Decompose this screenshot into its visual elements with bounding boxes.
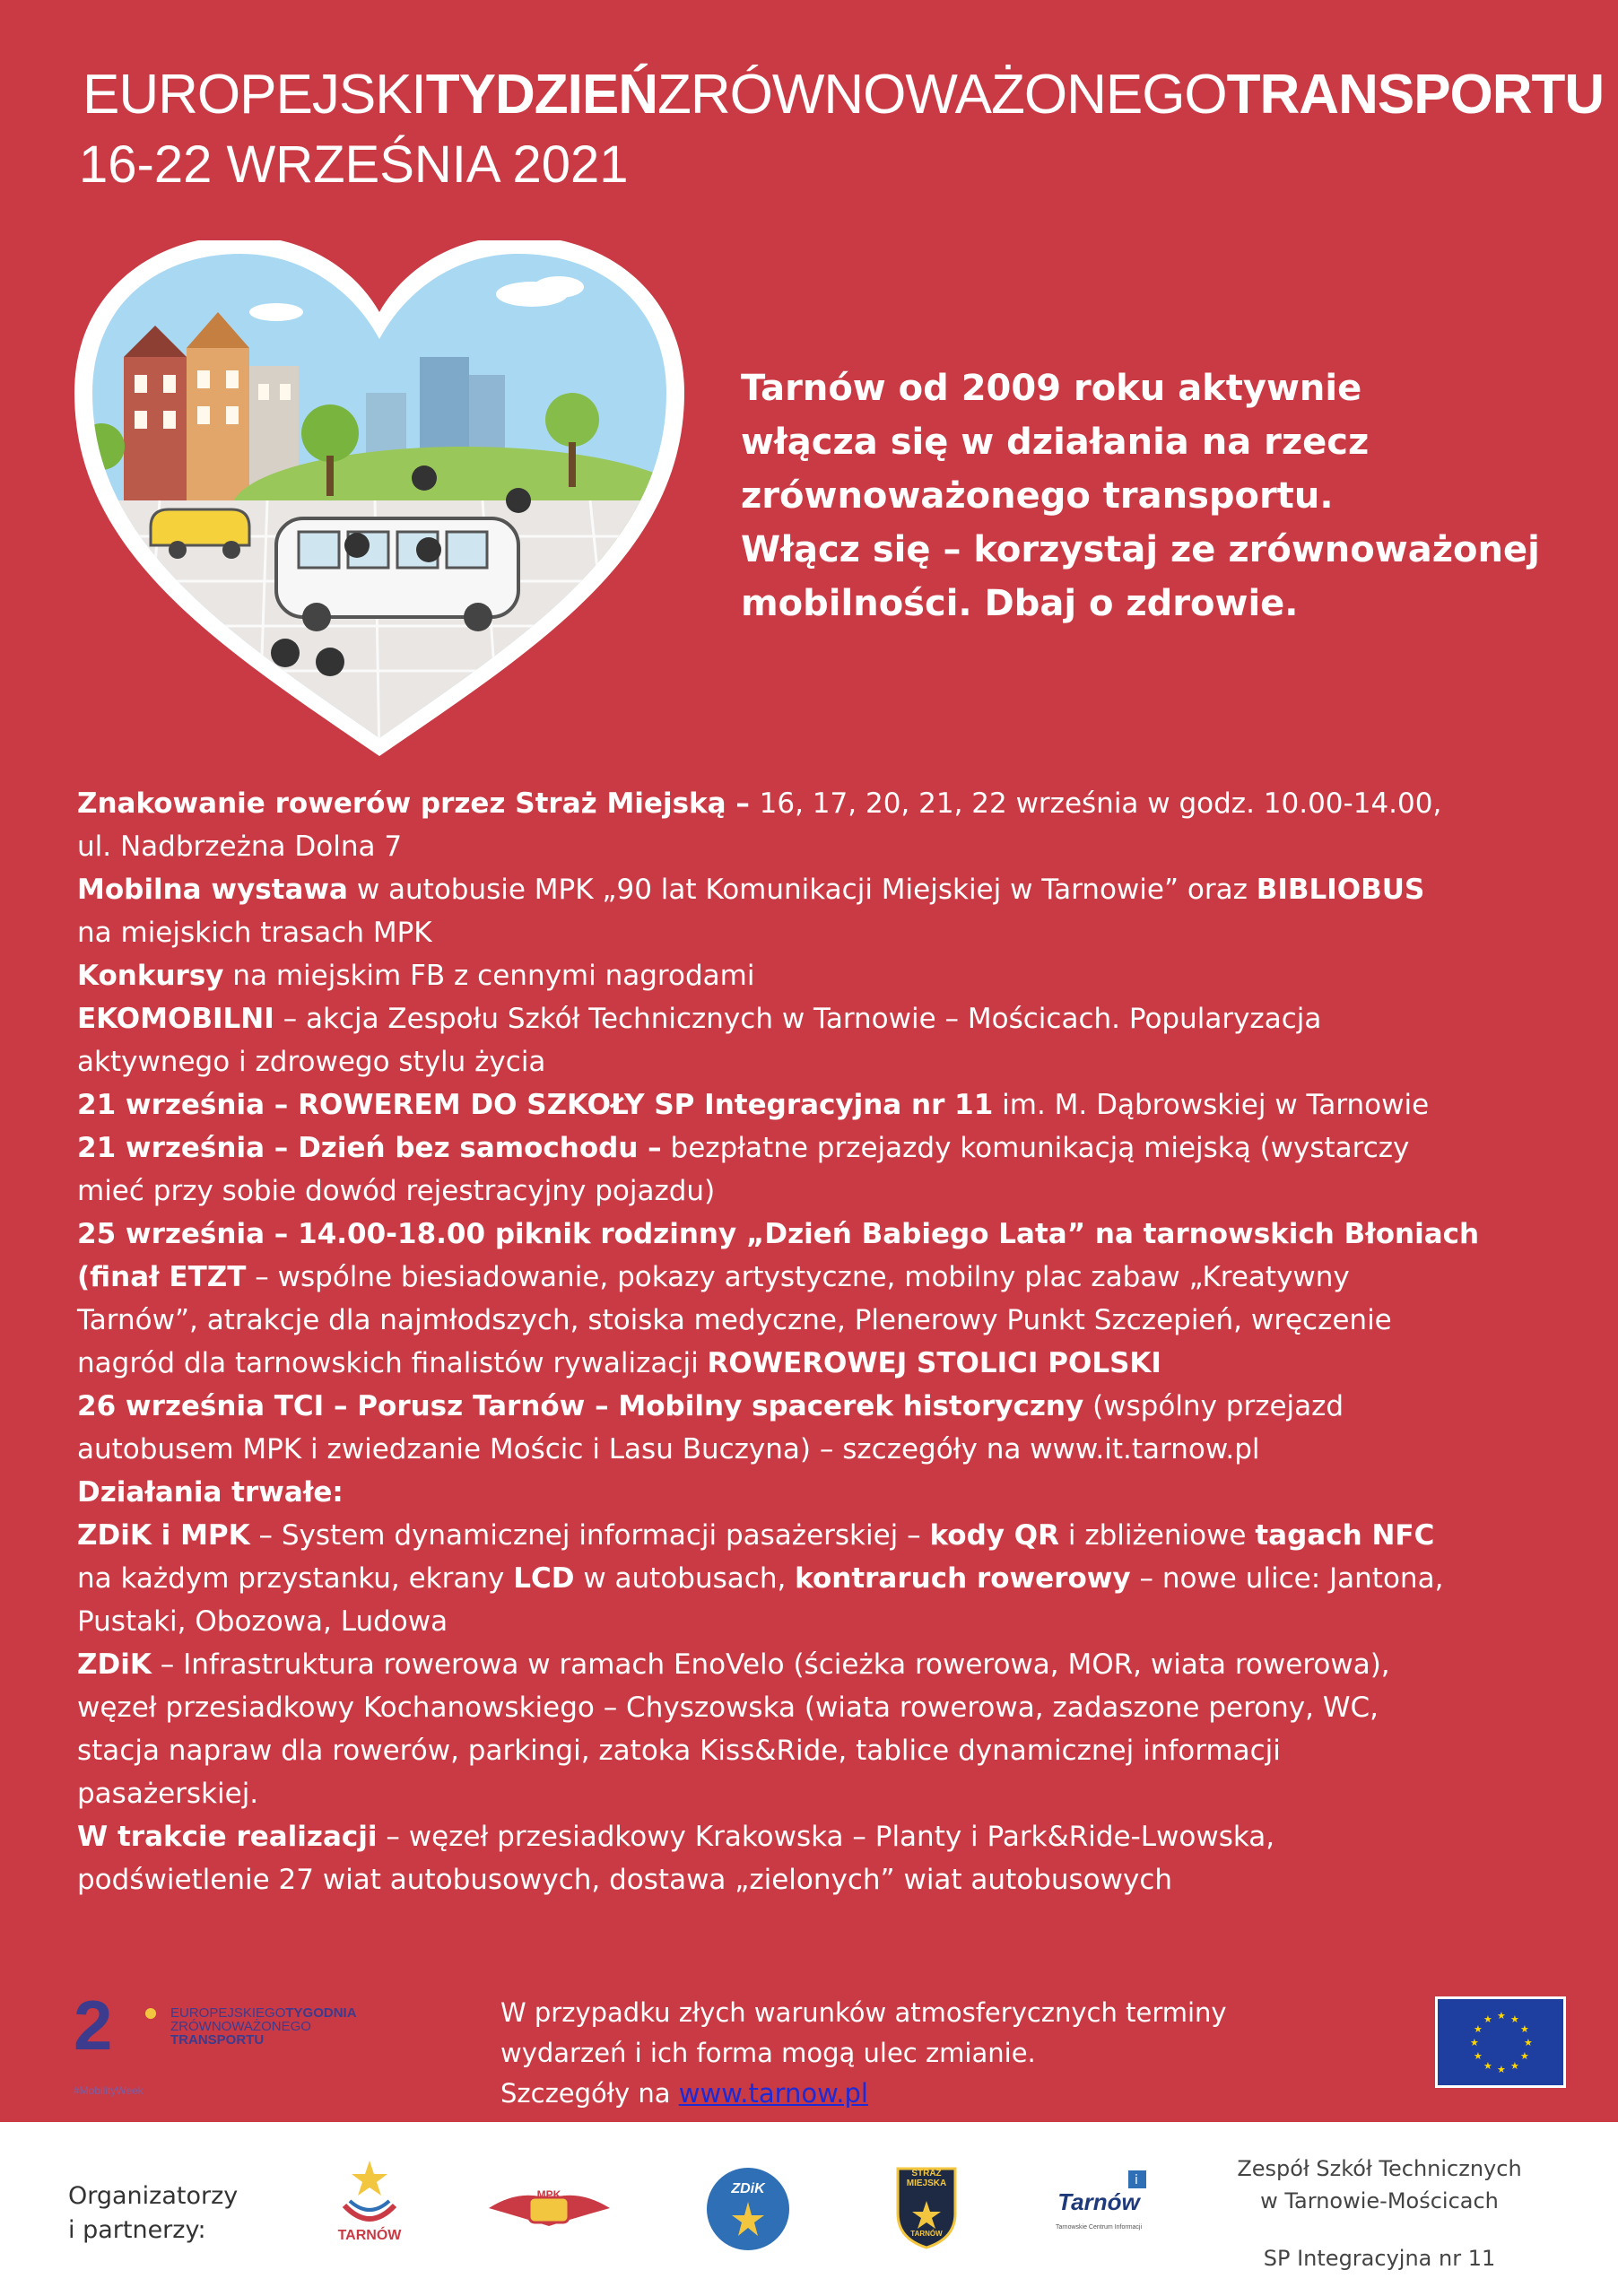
event-highlight: 25 września – 14.00-18.00 piknik rodzinny „Dzień Babiego Lata” na tarnowskich Błoniach — [77, 1218, 1480, 1250]
eu-star-icon: ★ — [1510, 2013, 1519, 2025]
event-line — [77, 868, 1602, 911]
event-text: w autobusach, — [574, 1562, 796, 1595]
event-text: (wspólny przejazd — [1083, 1390, 1344, 1422]
event-highlight: ZDiK — [77, 1648, 152, 1681]
event-text: im. M. Dąbrowskiej w Tarnowie — [993, 1089, 1430, 1121]
organizers-label — [68, 2179, 238, 2248]
eu-flag — [1435, 1996, 1566, 2088]
event-line — [77, 1170, 1602, 1213]
tarnow-caption: TARNÓW — [337, 2228, 402, 2243]
event-text: pasażerskiej. — [77, 1778, 259, 1810]
event-highlight: kontraruch rowerowy — [795, 1562, 1131, 1595]
event-line — [77, 1213, 1602, 1256]
event-text: bezpłatne przejazdy komunikacją miejską (wystarczy — [661, 1132, 1410, 1164]
title-part-2: TYDZIEŃ — [425, 64, 658, 126]
event-text: – węzeł przesiadkowy Krakowska – Planty i Park&Ride-Lwowska, — [377, 1821, 1275, 1853]
event-text: na miejskich trasach MPK — [77, 917, 432, 949]
event-text: i zbliżeniowe — [1059, 1519, 1256, 1552]
event-text: autobusem MPK i zwiedzanie Mościc i Lasu Buczyna) – szczegóły na www.it.tarnow.pl — [77, 1433, 1260, 1465]
event-highlight: Działania trwałe: — [77, 1476, 344, 1509]
event-text: – Infrastruktura rowerowa w ramach EnoVelo (ścieżka rowerowa, MOR, wiata rowerowa), — [151, 1648, 1390, 1681]
eu-star-icon: ★ — [1483, 2060, 1492, 2072]
event-line — [77, 1256, 1602, 1299]
event-highlight: 26 września TCI – Porusz Tarnów – Mobilny spacerek historyczny — [77, 1390, 1084, 1422]
notice-line — [500, 2074, 1308, 2114]
event-text: mieć przy sobie dowód rejestracyjny pojazdu) — [77, 1175, 716, 1207]
eu-star-icon: ★ — [1474, 2023, 1483, 2035]
etw-logo-text — [170, 2006, 357, 2047]
event-highlight: (finał ETZT — [77, 1261, 247, 1293]
notice-prefix: Szczegóły na — [500, 2078, 679, 2109]
etw-line1b: TYGODNIA — [285, 2005, 357, 2021]
event-text: na miejskim FB z cennymi nagrodami — [223, 960, 755, 992]
eu-star-icon: ★ — [1520, 2050, 1529, 2062]
eu-star-icon: ★ — [1497, 2010, 1506, 2022]
event-line — [77, 1342, 1602, 1385]
title-part-4: TRANSPORTU — [1226, 64, 1605, 126]
event-line — [77, 911, 1602, 954]
event-line — [77, 1729, 1602, 1772]
notice-line: W przypadku złych warunków atmosferycznych terminy — [500, 1997, 1227, 2028]
tci-logo: Tarnów — [1057, 2188, 1140, 2215]
event-line — [77, 1083, 1602, 1126]
event-text: podświetlenie 27 wiat autobusowych, dostawa „zielonych” wiat autobusowych — [77, 1864, 1173, 1896]
zdik-caption: ZDiK — [731, 2181, 765, 2196]
title-part-3: ZRÓWNOWAŻONEGO — [657, 64, 1227, 126]
tagline-line: Tarnów od 2009 roku aktywnie — [741, 368, 1362, 409]
event-line — [77, 782, 1602, 825]
event-line — [77, 1126, 1602, 1170]
straz-caption-top: STRAŻ — [911, 2169, 942, 2179]
tagline — [741, 361, 1602, 631]
mpk-caption: MPK — [536, 2188, 561, 2201]
event-text: węzeł przesiadkowy Kochanowskiego – Chyszowska (wiata rowerowa, zadaszone perony, WC, — [77, 1692, 1379, 1724]
events-list — [77, 782, 1602, 1901]
event-highlight: LCD — [513, 1562, 575, 1595]
eu-star-icon: ★ — [1524, 2037, 1533, 2048]
organizers-line: i partnerzy: — [68, 2216, 206, 2244]
event-line — [77, 1815, 1602, 1858]
eu-star-icon: ★ — [1520, 2023, 1529, 2035]
straz-caption — [892, 2169, 961, 2188]
event-line — [77, 1600, 1602, 1643]
event-highlight: ROWEROWEJ STOLICI POLSKI — [707, 1347, 1161, 1379]
event-line — [77, 1471, 1602, 1514]
event-line — [77, 1299, 1602, 1342]
tagline-line: mobilności. Dbaj o zdrowie. — [741, 583, 1299, 624]
school-partners — [1182, 2152, 1577, 2274]
event-text: Tarnów”, atrakcje dla najmłodszych, stoiska medyczne, Plenerowy Punkt Szczepień, wręczenie — [77, 1304, 1392, 1336]
hashtag: #MobilityWeek — [74, 2084, 144, 2097]
event-highlight: ZDiK i MPK — [77, 1519, 250, 1552]
heart-illustration — [70, 240, 689, 761]
straz-caption-mid: MIEJSKA — [906, 2179, 947, 2188]
tagline-line: włącza się w działania na rzecz — [741, 422, 1370, 463]
sp-integracyjna: SP Integracyjna nr 11 — [1263, 2246, 1496, 2271]
event-line — [77, 1385, 1602, 1428]
event-highlight: W trakcie realizacji — [77, 1821, 378, 1853]
etw-line3: TRANSPORTU — [170, 2032, 265, 2048]
event-highlight: Znakowanie rowerów przez Straż Miejską – — [77, 787, 760, 820]
svg-text:2: 2 — [74, 1986, 113, 2065]
event-title — [83, 63, 1605, 126]
eu-star-icon: ★ — [1483, 2013, 1492, 2025]
event-dates: 16-22 WRZEŚNIA 2021 — [79, 135, 629, 194]
event-text: Pustaki, Obozowa, Ludowa — [77, 1605, 448, 1638]
weather-notice — [500, 1993, 1308, 2114]
zst-line1: Zespół Szkół Technicznych — [1237, 2156, 1522, 2181]
event-line — [77, 1643, 1602, 1686]
event-highlight: EKOMOBILNI — [77, 1003, 274, 1035]
tagline-line: Włącz się – korzystaj ze zrównoważonej — [741, 529, 1540, 570]
tagline-line: zrównoważonego transportu. — [741, 475, 1334, 517]
event-highlight: BIBLIOBUS — [1256, 874, 1425, 906]
svg-text:i: i — [1135, 2173, 1138, 2187]
event-text: w autobusie MPK „90 lat Komunikacji Miejskiej w Tarnowie” oraz — [347, 874, 1257, 906]
event-line — [77, 1772, 1602, 1815]
info-icon — [1128, 2170, 1146, 2188]
event-line — [77, 1858, 1602, 1901]
event-text: na każdym przystanku, ekrany — [77, 1562, 514, 1595]
event-line — [77, 1514, 1602, 1557]
tarnow-link[interactable]: www.tarnow.pl — [678, 2078, 868, 2109]
event-highlight: Konkursy — [77, 960, 224, 992]
notice-line: wydarzeń i ich forma mogą ulec zmianie. — [500, 2038, 1036, 2068]
event-text: – wspólne biesiadowanie, pokazy artystyczne, mobilny plac zabaw „Kreatywny — [246, 1261, 1350, 1293]
eu-star-icon: ★ — [1474, 2050, 1483, 2062]
event-text: nagród dla tarnowskich finalistów rywalizacji — [77, 1347, 708, 1379]
organizers-line: Organizatorzy — [68, 2182, 239, 2210]
event-line — [77, 1428, 1602, 1471]
event-line — [77, 997, 1602, 1040]
event-highlight: 21 września – ROWEREM DO SZKOŁY SP Integracyjna nr 11 — [77, 1089, 994, 1121]
event-text: ul. Nadbrzeżna Dolna 7 — [77, 831, 403, 863]
event-line — [77, 1686, 1602, 1729]
zst-line2: w Tarnowie-Mościcach — [1260, 2188, 1499, 2213]
event-line — [77, 954, 1602, 997]
title-part-1: EUROPEJSKI — [83, 64, 426, 126]
event-highlight: kody QR — [929, 1519, 1059, 1552]
event-text: – System dynamicznej informacji pasażerskiej – — [249, 1519, 930, 1552]
event-text: stacja napraw dla rowerów, parkingi, zatoka Kiss&Ride, tablice dynamicznej informacji — [77, 1735, 1281, 1767]
eu-star-icon: ★ — [1510, 2060, 1519, 2072]
event-line — [77, 1040, 1602, 1083]
eu-star-icon: ★ — [1470, 2037, 1479, 2048]
straz-caption-bottom: TARNÓW — [910, 2230, 943, 2238]
event-highlight: Mobilna wystawa — [77, 874, 348, 906]
event-text: – akcja Zespołu Szkół Technicznych w Tarnowie – Mościcach. Popularyzacja — [274, 1003, 1322, 1035]
etw-line2: ZRÓWNOWAŻONEGO — [170, 2019, 311, 2034]
event-line — [77, 1557, 1602, 1600]
etw-line1a: EUROPEJSKIEGO — [170, 2005, 286, 2021]
event-text: – nowe ulice: Jantona, — [1130, 1562, 1444, 1595]
zdik-logo — [705, 2166, 791, 2252]
event-highlight: tagach NFC — [1255, 1519, 1435, 1552]
event-text: aktywnego i zdrowego stylu życia — [77, 1046, 546, 1078]
event-highlight: 21 września – Dzień bez samochodu – — [77, 1132, 662, 1164]
event-line — [77, 825, 1602, 868]
tci-subcaption: Tarnowskie Centrum Informacji — [1055, 2224, 1143, 2231]
event-text: 16, 17, 20, 21, 22 września w godz. 10.00-14.00, — [759, 787, 1442, 820]
eu-star-icon: ★ — [1497, 2064, 1506, 2075]
